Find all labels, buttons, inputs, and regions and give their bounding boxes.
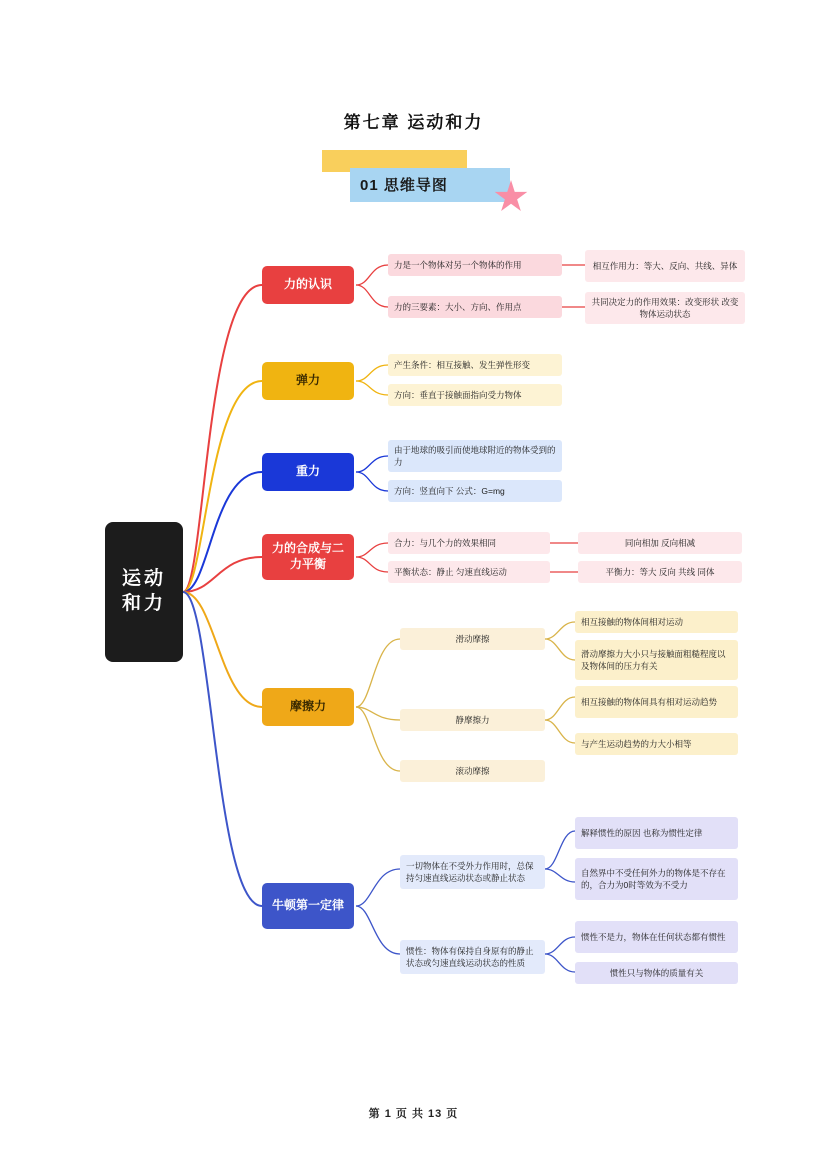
- banner-label: 01 思维导图: [360, 177, 448, 194]
- node-sliding-friction[interactable]: 滑动摩擦: [400, 628, 545, 650]
- node-gravity-definition[interactable]: 由于地球的吸引而使地球附近的物体受到的力: [388, 440, 562, 472]
- node-same-direction-rule[interactable]: 同向相加 反向相减: [578, 532, 742, 554]
- node-inertia-not-force[interactable]: 惯性不是力，物体在任何状态都有惯性: [575, 921, 738, 953]
- node-newton-law-statement[interactable]: 一切物体在不受外力作用时，总保持匀速直线运动状态或静止状态: [400, 855, 545, 889]
- node-interaction-force-detail[interactable]: 相互作用力：等大、反向、共线、异体: [585, 250, 745, 282]
- node-static-friction-detail-2[interactable]: 与产生运动趋势的力大小相等: [575, 733, 738, 755]
- node-elastic-direction[interactable]: 方向：垂直于接触面指向受力物体: [388, 384, 562, 406]
- node-force-definition[interactable]: 力是一个物体对另一个物体的作用: [388, 254, 562, 276]
- node-resultant-force[interactable]: 合力：与几个力的效果相同: [388, 532, 550, 554]
- node-sliding-friction-detail-1[interactable]: 相互接触的物体间相对运动: [575, 611, 738, 633]
- node-inertia-reason[interactable]: 解释惯性的原因 也称为惯性定律: [575, 817, 738, 849]
- mindmap-root-node[interactable]: 运动和力: [105, 522, 183, 662]
- page-title: 第七章 运动和力: [343, 113, 484, 132]
- node-force-three-elements[interactable]: 力的三要素：大小、方向、作用点: [388, 296, 562, 318]
- node-equilibrium-state[interactable]: 平衡状态：静止 匀速直线运动: [388, 561, 550, 583]
- node-zero-net-force[interactable]: 自然界中不受任何外力的物体是不存在的，合力为0时等效为不受力: [575, 858, 738, 900]
- node-static-friction[interactable]: 静摩擦力: [400, 709, 545, 731]
- branch-node-force-composition[interactable]: 力的合成与二力平衡: [262, 534, 354, 580]
- node-elastic-conditions[interactable]: 产生条件：相互接触、发生弹性形变: [388, 354, 562, 376]
- node-gravity-direction-formula[interactable]: 方向：竖直向下 公式：G=mg: [388, 480, 562, 502]
- branch-node-newton-first-law[interactable]: 牛顿第一定律: [262, 883, 354, 929]
- branch-node-elastic-force[interactable]: 弹力: [262, 362, 354, 400]
- node-rolling-friction[interactable]: 滚动摩擦: [400, 760, 545, 782]
- branch-node-friction[interactable]: 摩擦力: [262, 688, 354, 726]
- section-banner: [322, 150, 542, 212]
- node-force-effect-detail[interactable]: 共同决定力的作用效果：改变形状 改变物体运动状态: [585, 292, 745, 324]
- page-footer: 第 1 页 共 13 页: [368, 1108, 459, 1120]
- branch-node-gravity[interactable]: 重力: [262, 453, 354, 491]
- node-inertia-definition[interactable]: 惯性：物体有保持自身原有的静止状态或匀速直线运动状态的性质: [400, 940, 545, 974]
- branch-node-force-recognition[interactable]: 力的认识: [262, 266, 354, 304]
- node-static-friction-detail-1[interactable]: 相互接触的物体间具有相对运动趋势: [575, 686, 738, 718]
- node-balanced-force-detail[interactable]: 平衡力：等大 反向 共线 同体: [578, 561, 742, 583]
- node-sliding-friction-detail-2[interactable]: 滑动摩擦力大小只与接触面粗糙程度以及物体间的压力有关: [575, 640, 738, 680]
- node-inertia-mass-relation[interactable]: 惯性只与物体的质量有关: [575, 962, 738, 984]
